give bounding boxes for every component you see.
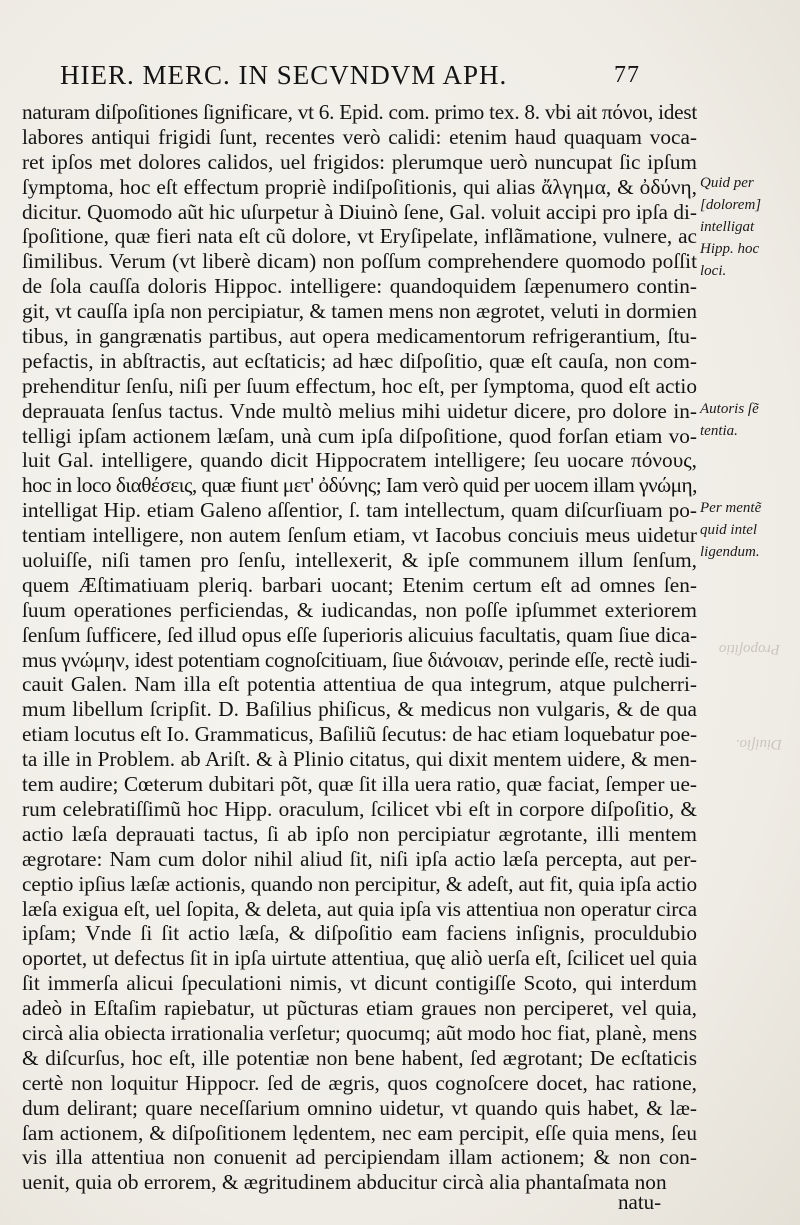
text-line: ſuum operationes perficiendas, & iudicandas, non poſſe ipſummet exteriorem — [22, 597, 697, 622]
text-line: ſimilibus. Verum (vt liberè dicam) non poſſum comprehendere quomodo poſſit — [22, 249, 697, 274]
text-line: læſa exigua eſt, uel ſopita, & deleta, aut quia ipſa vis attentiua non operatur circa — [22, 896, 697, 921]
text-line: pefactis, in abſtractis, aut ecſtaticis; ad hæc diſpoſitio, quæ eſt cauſa, non com- — [22, 348, 697, 373]
margin-note-line: tentia. — [700, 423, 738, 439]
text-line: oportet, ut defectus ſit in ipſa uirtute attentiua, quę aliò uerſa eſt, ſcilicet uel quia — [22, 946, 697, 971]
main-text-block — [22, 100, 697, 1195]
margin-note-line: Hipp. hoc — [700, 241, 760, 257]
margin-note-line: Quid per — [700, 175, 754, 191]
text-line: & diſcurſus, hoc eſt, ille potentiæ non bene habent, ſed ægrotant; De ecſtaticis — [22, 1045, 697, 1070]
text-line: tentiam intelligere, non autem ſenſum etiam, vt Iacobus conciuis meus uidetur — [22, 523, 697, 548]
page-number: 77 — [614, 62, 640, 88]
text-line: ſenſum ſufficere, ſed illud opus eſſe ſuperioris alicuius facultatis, quam ſiue dica- — [22, 622, 697, 647]
text-line: etiam locutus eſt Io. Grammaticus, Baſiliũ ſecutus: de hac etiam loquebatur poe- — [22, 722, 697, 747]
text-line: luit Gal. intelligere, quando dicit Hippocratem intelligere; ſeu uocare πόνους, — [22, 448, 697, 473]
margin-note-line: intelligat — [700, 219, 755, 235]
text-line: dicitur. Quomodo aũt hic uſurpetur à Diuinò ſene, Gal. voluit accipi pro ipſa di- — [22, 199, 697, 224]
text-line: dum delirant; quare neceſſarium omnino uidetur, vt quando quis habet, & læ- — [22, 1095, 697, 1120]
margin-note-per-mentem — [700, 497, 798, 563]
text-line: certè non loquitur Hippocr. ſed de ægris, quos cognoſcere docet, hac ratione, — [22, 1070, 697, 1095]
text-line: ta ille in Problem. ab Ariſt. & à Plinio citatus, qui dixit mentem uidere, & men- — [22, 747, 697, 772]
text-line: mus γνώμην, idest potentiam cognoſcitiuam, ſiue διάνοιαν, perinde eſſe, rectè iudi- — [22, 647, 697, 672]
text-line: ægrotare: Nam cum dolor nihil aliud ſit, niſi ipſa actio læſa percepta, aut per- — [22, 846, 697, 871]
text-line: rum celebratiſſimũ hoc Hipp. oraculum, ſcilicet vbi eſt in corpore diſpoſitio, & — [22, 796, 697, 821]
text-line: ret ipſos met dolores calidos, uel frigidos: plerumque uerò nuncupat ſic ipſum — [22, 149, 697, 174]
text-line: ſpoſitione, quæ fieri nata eſt cũ dolore, vt Eryſipelate, inflãmatione, vulnere, ac — [22, 224, 697, 249]
margin-note-line: ligendum. — [700, 544, 760, 560]
text-line: git, vt cauſſa ipſa non percipiatur, & tamen mens non ægrotet, veluti in dormien — [22, 299, 697, 324]
text-line: intelligat Hip. etiam Galeno aſſentior, ſ. tam intellectum, quam diſcurſiuam po- — [22, 498, 697, 523]
text-line: vis illa attentiua non conuenit ad percipiendam illam actionem; & non con- — [22, 1145, 697, 1170]
text-line: actio læſa deprauati tactus, ſi ab ipſo non percipiatur ægrotante, illi mentem — [22, 821, 697, 846]
text-line: uoluiſſe, niſi tamen pro ſenſu, intellexerit, & ipſe communem illum ſenſum, — [22, 548, 697, 573]
text-line: mum libellum ſcripſit. D. Baſilius phiſicus, & medicus non vulgaris, & de qua — [22, 697, 697, 722]
text-line: labores antiqui frigidi ſunt, recentes verò calidi: etenim haud quaquam voca- — [22, 124, 697, 149]
margin-note-autoris-sententia — [700, 398, 798, 442]
margin-note-quid-per-dolorem — [700, 172, 798, 282]
margin-note-line: quid intel — [700, 522, 758, 538]
text-line: ipſam; Vnde ſi ſit actio læſa, & diſpoſitio eam faciens inſignis, proculdubio — [22, 921, 697, 946]
text-line: de ſola cauſſa doloris Hippoc. intelligere: quandoquidem ſæpenumero contin- — [22, 274, 697, 299]
text-line: telligi ipſam actionem læſam, unà cum ipſa diſpoſitione, quod forſan etiam vo- — [22, 423, 697, 448]
text-line: cauit Galen. Nam illa eſt potentia attentiua de qua integrum, atque pulcherri- — [22, 672, 697, 697]
text-line: naturam diſpoſitiones ſignificare, vt 6. Epid. com. primo tex. 8. vbi ait πόνοι, idest — [22, 100, 697, 124]
running-title: HIER. MERC. IN SECVNDVM APH. — [60, 60, 508, 90]
catchword: natu- — [618, 1190, 662, 1214]
text-line: ceptio ipſius læſæ actionis, quando non percipitur, & adeſt, aut fit, quia ipſa actio — [22, 871, 697, 896]
text-line: quem Æſtimatiuam pleriq. barbari uocant; Etenim certum eſt ad omnes ſen- — [22, 572, 697, 597]
text-line: tibus, in gangrænatis partibus, aut opera medicamentorum refrigerantium, ſtu- — [22, 324, 697, 349]
text-line: uenit, quia ob errorem, & ægritudinem abducitur circà alia phantaſmata non — [22, 1170, 667, 1195]
bleed-through-note: Propoſitio — [718, 641, 780, 657]
running-header — [60, 60, 660, 96]
margin-note-line: loci. — [700, 263, 727, 279]
text-line: deprauata ſenſus tactus. Vnde multò melius mihi uidetur dicere, pro dolore in- — [22, 398, 697, 423]
margin-note-line: Autoris ſẽ — [700, 401, 759, 417]
text-line: adeò in Eſtaſim rapiebatur, ut pũcturas etiam graues non perciperet, vel quia, — [22, 996, 697, 1021]
margin-note-line: Per mentẽ — [700, 500, 762, 516]
text-line: hoc in loco διαθέσεις, quæ fiunt μετ' ὀδύνης; Iam verò quid per uocem illam γνώμη, — [22, 473, 697, 498]
text-line: ſit immerſa alicui ſpeculationi nimis, vt dicunt contigiſſe Scoto, qui interdum — [22, 971, 697, 996]
text-line: tem audire; Cœterum dubitari põt, quæ ſit illa uera ratio, quæ faciat, ſemper ue- — [22, 772, 697, 797]
text-line: circà alia obiecta irrationalia verſetur; quocumq; aũt modo hoc fiat, planè, mens — [22, 1020, 697, 1045]
text-line: ſam actionem, & diſpoſitionem lędentem, nec eam percipit, eſſe quia mens, ſeu — [22, 1120, 697, 1145]
bleed-through-note: Diuiſio. — [735, 736, 782, 752]
text-line: prehenditur ſenſu, niſi per ſuum effectum, hoc eſt, per ſymptoma, quod eſt actio — [22, 373, 697, 398]
margin-note-line: [dolorem] — [700, 197, 762, 213]
text-line: ſymptoma, hoc eſt effectum propriè indiſpoſitionis, qui alias ἄλγημα, & ὀδύνη, — [22, 174, 697, 199]
